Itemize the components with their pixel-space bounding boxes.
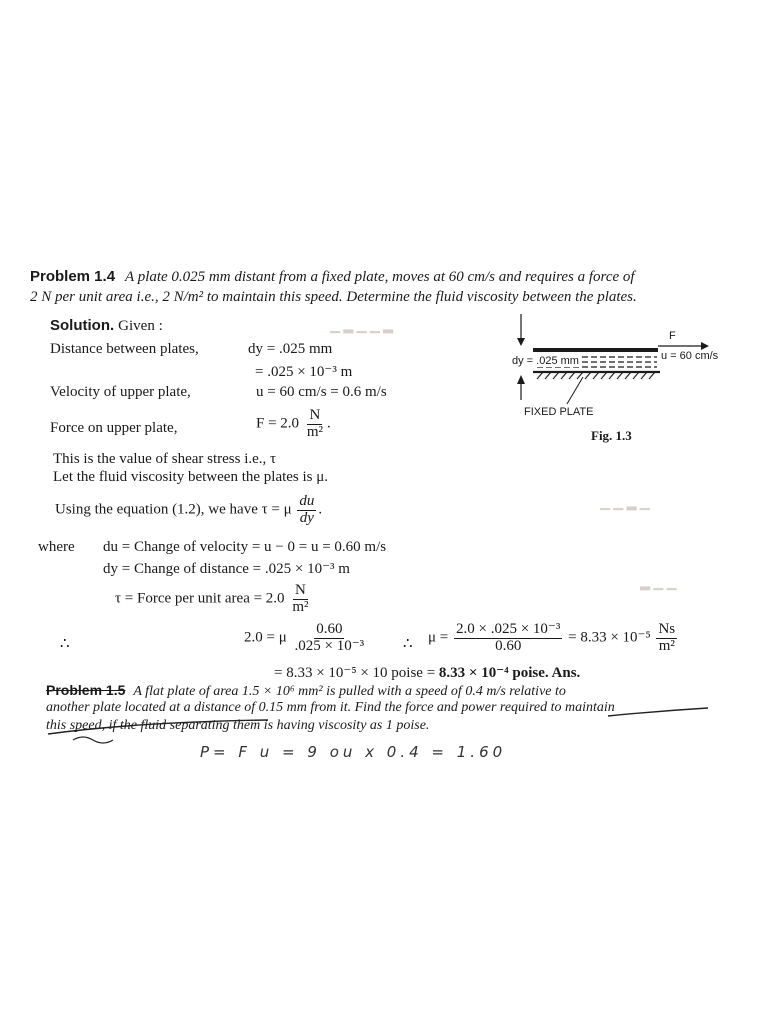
- problem-1-4-block: [30, 268, 635, 286]
- equation-text: Using the equation (1.2), we have τ = μ: [55, 501, 292, 518]
- figure-force-label: F: [669, 330, 676, 342]
- therefore-symbol-2: ∴: [403, 636, 413, 652]
- calc1: [244, 622, 368, 655]
- bleed-through: ▁ ▁ ▂ ▁: [600, 495, 650, 510]
- pen-underline-right: [608, 708, 708, 716]
- problem-1-4-heading: Problem 1.4: [30, 268, 116, 285]
- calc2-unit-den: m²: [658, 637, 675, 654]
- bleed-through: ▁ ▂ ▁ ▁ ▂: [330, 318, 393, 333]
- where-label: where: [38, 539, 75, 555]
- distance-expr: dy = .025 mm: [248, 341, 333, 357]
- equation-num: du: [299, 493, 315, 509]
- problem-1-5-block: [46, 682, 566, 700]
- problem-1-4-statement-line1: A plate 0.025 mm distant from a fixed plate, moves at 60 cm/s and requires a force of: [125, 269, 635, 285]
- calc2-fraction: [454, 622, 562, 655]
- dy-arrowhead-top: [517, 338, 525, 346]
- tau-line: [115, 583, 312, 616]
- calc2-num: 2.0 × .025 × 10⁻³: [456, 621, 561, 637]
- calc2-unit: [656, 622, 677, 655]
- du-line: du = Change of velocity = u − 0 = u = 0.60 m/s: [103, 539, 387, 555]
- distance-label: Distance between plates,: [50, 341, 199, 357]
- calc2-den: 0.60: [495, 637, 522, 654]
- equation-fraction: [297, 494, 316, 527]
- therefore-symbol: ∴: [60, 636, 70, 652]
- dy-arrowhead-bottom: [517, 375, 525, 384]
- bleed-through: ▂ ▁ ▁: [640, 575, 677, 590]
- shear-stress-line: This is the value of shear stress i.e., τ: [53, 451, 277, 467]
- dy-line: dy = Change of distance = .025 × 10⁻³ m: [103, 561, 350, 577]
- final-answer: 8.33 × 10⁻⁴ poise. Ans.: [438, 665, 581, 681]
- solution-label: Solution.: [50, 317, 115, 334]
- distance-expr-si: = .025 × 10⁻³ m: [255, 364, 353, 380]
- figure-gap-label: dy = .025 mm: [512, 355, 579, 367]
- force-unit-den: m²: [306, 423, 323, 440]
- problem-1-5-heading: Problem 1.5: [46, 682, 126, 698]
- figure-velocity-label: u = 60 cm/s: [661, 350, 719, 362]
- problem-1-4-statement-line2: 2 N per unit area i.e., 2 N/m² to maintain this speed. Determine the fluid viscosity between the plates.: [30, 289, 637, 305]
- calc2-unit-num: Ns: [658, 621, 676, 637]
- velocity-label: Velocity of upper plate,: [50, 384, 191, 400]
- equation-line: Using the equation (1.2), we have τ = μ $\frac{du}{dy}$ .: [55, 493, 323, 526]
- force-label: Force on upper plate,: [50, 420, 178, 436]
- calc2-lhs: μ =: [428, 629, 449, 646]
- upper-plate: [533, 348, 658, 352]
- force-expr: F = 2.0 $\frac{N}{\text{m²}}$ .: [256, 407, 331, 440]
- calc1-num: 0.60: [316, 621, 343, 637]
- calc2-rhs: = 8.33 × 10⁻⁵: [568, 629, 651, 646]
- viscosity-line: Let the fluid viscosity between the plates is μ.: [53, 469, 329, 485]
- fixed-plate-leader: [567, 377, 583, 404]
- final-line: [274, 663, 580, 682]
- force-fraction: [305, 408, 325, 441]
- figure-caption: Fig. 1.3: [591, 428, 632, 443]
- tau-unit-den: m²: [292, 598, 309, 615]
- handwritten-power-calc: P= F u = 9 ou x 0.4 = 1.60: [200, 743, 507, 761]
- calc1-den: .025 × 10⁻³: [294, 637, 365, 654]
- problem-1-5-line1: A flat plate of area 1.5 × 10⁶ mm² is pulled with a speed of 0.4 m/s relative to: [133, 684, 566, 699]
- pen-squiggle: [73, 737, 113, 743]
- tau-unit-num: N: [294, 582, 306, 598]
- velocity-expr: u = 60 cm/s = 0.6 m/s: [256, 384, 387, 400]
- calc1-fraction: [293, 622, 367, 655]
- problem-1-5-line2: another plate located at a distance of 0.15 mm from it. Find the force and power required to maintain: [46, 700, 615, 715]
- calc2: [428, 622, 679, 655]
- calc1-lhs: 2.0 = μ: [244, 629, 287, 646]
- force-unit-num: N: [309, 407, 321, 423]
- tau-fraction: [290, 583, 310, 616]
- force-lhs: F = 2.0: [256, 415, 300, 432]
- figure-fixed-label: FIXED PLATE: [524, 406, 594, 418]
- force-arrowhead: [701, 342, 709, 350]
- equation-den: dy: [299, 509, 314, 526]
- final-expr: = 8.33 × 10⁻⁵ × 10 poise =: [274, 665, 436, 681]
- problem-1-5-line3: this speed, if the fluid separating them is having viscosity as 1 poise.: [46, 718, 430, 733]
- solution-heading-row: [50, 317, 163, 335]
- pen-underline-left: [48, 720, 268, 734]
- given-label: Given :: [118, 318, 163, 334]
- tau-text: τ = Force per unit area = 2.0: [115, 590, 285, 607]
